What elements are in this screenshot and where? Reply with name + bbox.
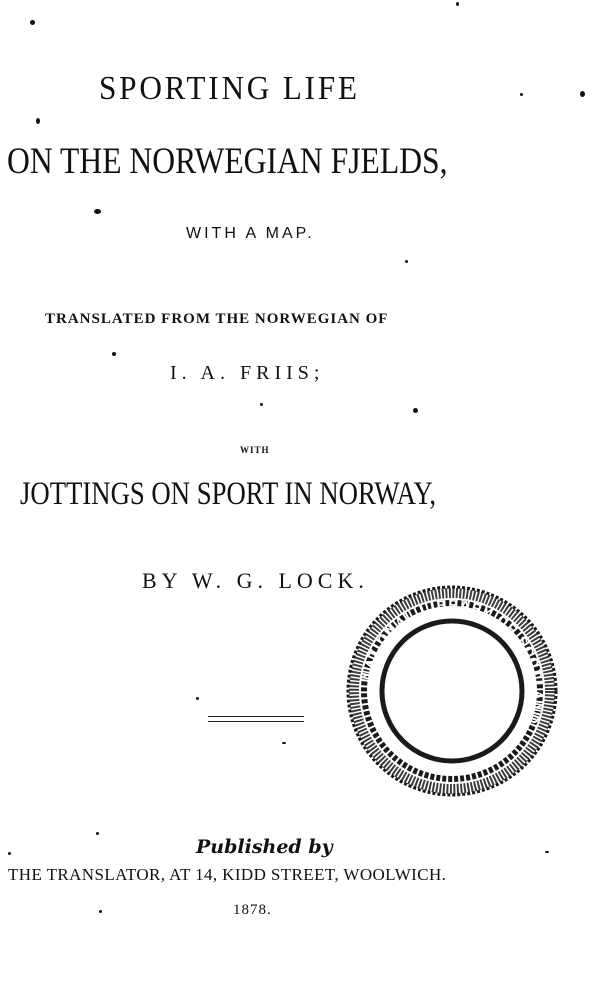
author-name: I. A. FRIIS; [170,362,325,384]
scan-speck [96,832,99,835]
imprint-line: THE TRANSLATOR, AT 14, KIDD STREET, WOOLWICH. [8,865,447,884]
translated-from-line: TRANSLATED FROM THE NORWEGIAN OF [45,311,389,327]
with-connector: WITH [240,445,270,455]
scan-speck [282,742,286,744]
scan-speck [112,352,116,356]
double-rule-top [208,716,304,717]
scan-speck [545,851,549,853]
library-stamp-seal [344,583,560,799]
scan-speck [580,91,585,97]
double-rule-bottom [208,721,304,722]
scan-speck [196,697,199,700]
scan-speck [30,20,35,25]
published-by: Published by [196,836,333,858]
scan-speck [413,408,418,413]
scan-speck [36,118,40,124]
scan-speck [94,209,101,214]
by-line: BY W. G. LOCK. [142,568,369,593]
scan-speck [456,2,459,6]
title-line-2: ON THE NORWEGIAN FJELDS, [7,141,448,182]
scan-speck [99,910,102,913]
stamp-text: NATIONAL LIBRARY OF SCOTLAND [358,596,547,728]
scan-speck [520,93,523,96]
subtitle-jottings: JOTTINGS ON SPORT IN NORWAY, [20,476,437,512]
publication-year: 1878. [233,902,272,918]
scan-speck [405,260,408,263]
with-map-note: WITH A MAP. [186,225,315,242]
title-line-1: SPORTING LIFE [99,70,360,107]
scan-speck [260,403,263,406]
scan-speck [8,852,11,855]
